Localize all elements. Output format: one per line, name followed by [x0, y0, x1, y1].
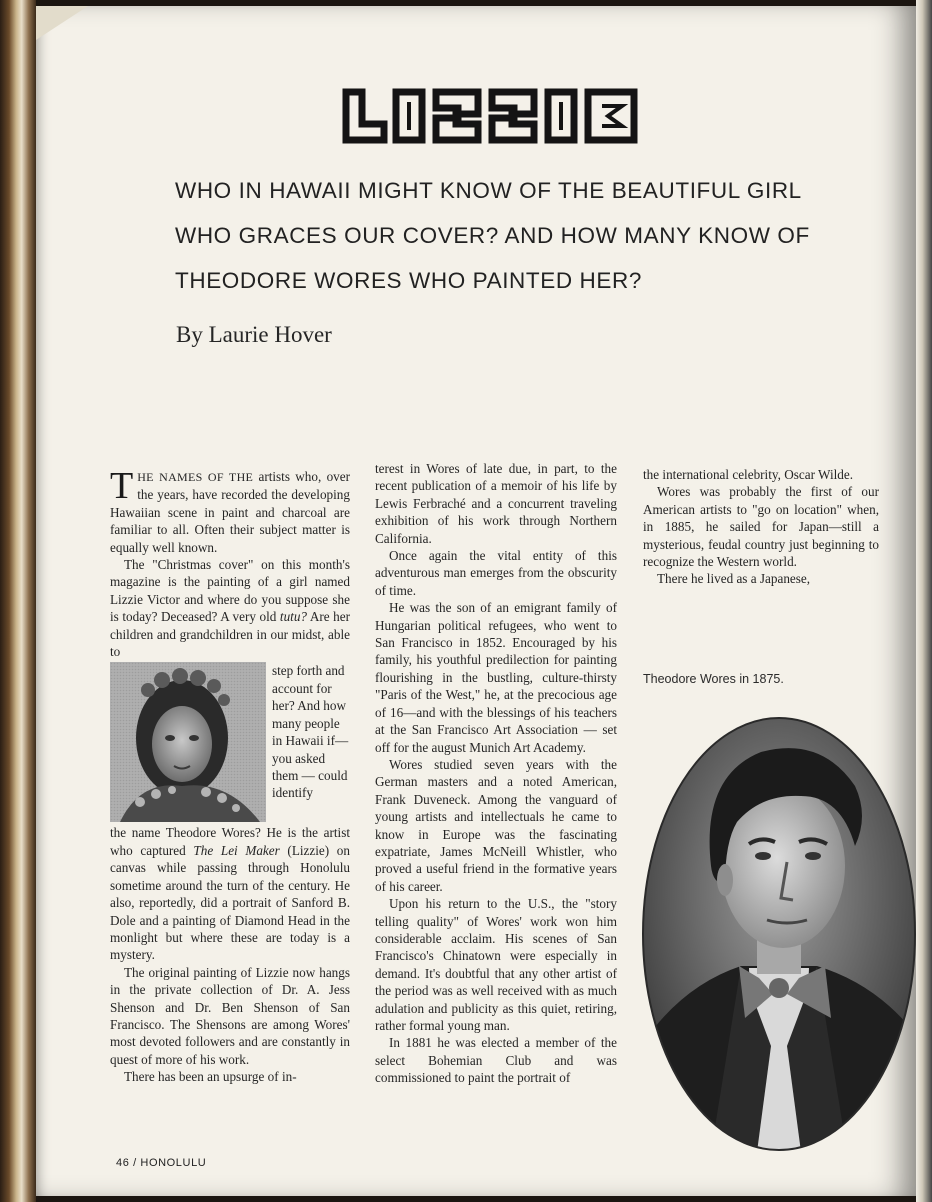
text-column-3 — [643, 466, 879, 588]
lead-in: HE NAMES OF THE — [137, 470, 254, 484]
paragraph-text: the name Theodore Wores? He is the artist who captured — [110, 825, 350, 858]
paragraph: Once again the vital entity of this adventurous man emerges from the obscurity of time. — [375, 548, 617, 598]
paragraph: He was the son of an emigrant family of Hungarian political refugees, who went to San Francisco in 1852. Encouraged by his family, his youthful predilection for painting flourishing in the bustling, culture-thirsty "Paris of the West," he, at the precocious age of 16—and with the blessings of his teachers at the San Francisco Art Association — set off for the august Munich Art Academy. — [375, 600, 617, 755]
paragraph-text: (Lizzie) on canvas while passing through Honolulu sometime around the turn of the century. He also, reportedly, did a portrait of Sanford B. Dole and a painting of Diamond Head in the monlight but where these are today is a mystery. — [110, 842, 350, 963]
paragraph — [110, 824, 350, 963]
facing-page-edge — [916, 0, 932, 1202]
wores-portrait-photo — [641, 716, 917, 1152]
title-logo — [340, 88, 640, 144]
paragraph — [110, 556, 350, 660]
paragraph-text: artists who, over the years, have recorded the developing Hawaiian scene in paint and charcoal are familiar to all. Often their subject matter is equally well known. — [110, 469, 350, 555]
text-column-2 — [375, 460, 617, 1087]
page-folio: 46 / HONOLULU — [116, 1157, 207, 1169]
paragraph — [110, 465, 350, 556]
paragraph: There has been an upsurge of in- — [124, 1069, 297, 1085]
paragraph: the international celebrity, Oscar Wilde. — [643, 467, 854, 482]
lei-maker-thumbnail — [110, 662, 266, 822]
byline: By Laurie Hover — [176, 322, 332, 347]
paragraph: terest in Wores of late due, in part, to the recent publication of a memoir of his life by Lewis Ferbraché and a concurrent traveling exhibition of his work through Northern California. — [375, 461, 617, 546]
italic-term: tutu? — [279, 609, 308, 625]
paragraph-text: Are her children and grandchildren in our midst, able to — [110, 609, 350, 660]
paragraph: In 1881 he was elected a member of the select Bohemian Club and was commissioned to paint the portrait of — [375, 1035, 617, 1086]
artwork-title: The Lei Maker — [193, 842, 280, 858]
inset-block — [110, 662, 350, 801]
article-subtitle: WHO IN HAWAII MIGHT KNOW OF THE BEAUTIFUL GIRL WHO GRACES OUR COVER? AND HOW MANY KNOW OF THEODORE WORES WHO PAINTED HER? — [175, 178, 810, 293]
book-binding — [0, 0, 36, 1202]
text-column-1 — [110, 465, 350, 1086]
paragraph: Wores was probably the first of our American artists to "go on location" when, in 1885, he sailed for Japan—still a mysterious, feudal country just beginning to recognize the Western world. — [643, 484, 879, 570]
photo-caption: Theodore Wores in 1875. — [643, 672, 784, 686]
paragraph-text: step forth and account for her? And how many people in Hawaii if— you asked them — could identify — [272, 663, 349, 801]
paragraph: Wores studied seven years with the German masters and a noted American, Frank Duveneck. Among the vanguard of young artists and intellectuals he came to know in Europe was the fascinating expatriate, James McNeill Whistler, who proved a useful friend in the formative years of his career. — [375, 756, 617, 894]
paragraph-text: The "Christmas cover" on this month's magazine is the painting of a girl named Lizzie Victor and where do you suppose she is today? Deceased? A very old — [110, 557, 350, 625]
page-corner-fold — [36, 6, 88, 40]
paragraph: There he lived as a Japanese, — [657, 571, 811, 587]
drop-cap: T — [110, 465, 134, 507]
paragraph: The original painting of Lizzie now hangs in the private collection of Dr. A. Jess Shenson and Dr. Ben Shenson of San Francisco. The Shensons are among Wores' most devoted followers and are constantly in quest of more of his work. — [110, 964, 350, 1067]
paragraph: Upon his return to the U.S., the "story telling quality" of Wores' work won him considerable acclaim. His scenes of San Francisco's Chinatown were especially in demand. It's doubtful that any other artist of the period was as well received with as much adulation and publicity as this quiet, retiring, rather formal young man. — [375, 896, 617, 1033]
